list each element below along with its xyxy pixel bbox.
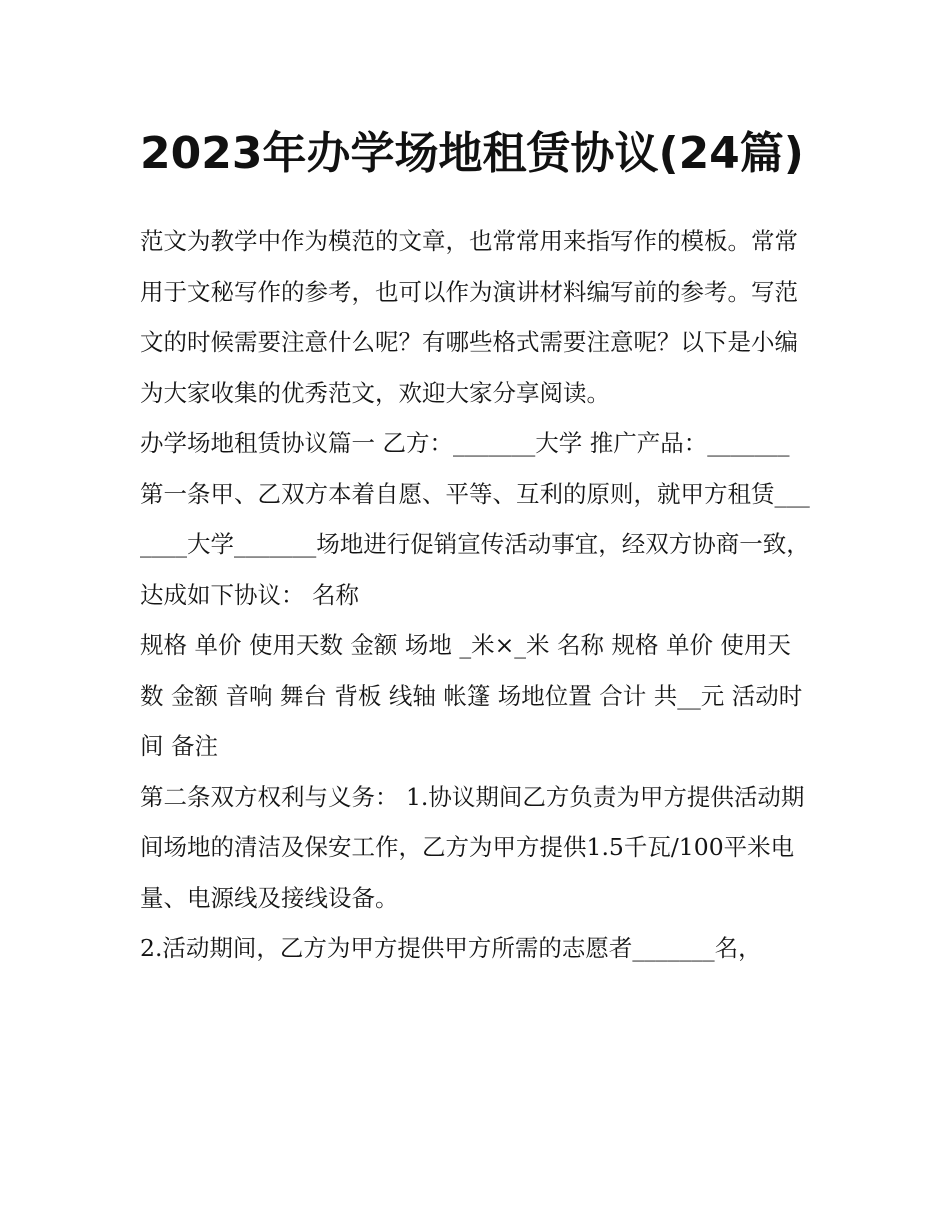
paragraph-article-one: 第一条甲、乙双方本着自愿、平等、互利的原则，就甲方租赁_______大学_______场地进行促销宣传活动事宜，经双方协商一致，达成如下协议： 名称	[140, 479, 810, 609]
document-page	[140, 118, 812, 974]
paragraph-article-two: 第二条双方权利与义务： 1.协议期间乙方负责为甲方提供活动期间场地的清洁及保安工作，乙方为甲方提供1.5千瓦/100平米电量、电源线及接线设备。	[140, 782, 805, 912]
paragraph-intro: 范文为教学中作为模范的文章，也常常用来指写作的模板。常常用于文秘写作的参考，也可以作为演讲材料编写前的参考。写范文的时候需要注意什么呢？有哪些格式需要注意呢？以下是小编为大家收集的优秀范文，欢迎大家分享阅读。	[140, 227, 798, 407]
paragraph-clause-two: 2.活动期间，乙方为甲方提供甲方所需的志愿者_______名，	[140, 934, 762, 962]
document-body	[140, 216, 812, 974]
document-title: 2023年办学场地租赁协议(24篇)	[140, 128, 804, 179]
paragraph-agreement-header: 办学场地租赁协议篇一 乙方：_______大学 推广产品：_______	[140, 429, 790, 457]
paragraph-item-list: 规格 单价 使用天数 金额 场地 _米×_米 名称 规格 单价 使用天数 金额 音响 舞台 背板 线轴 帐篷 场地位置 合计 共__元 活动时间 备注	[140, 631, 803, 760]
